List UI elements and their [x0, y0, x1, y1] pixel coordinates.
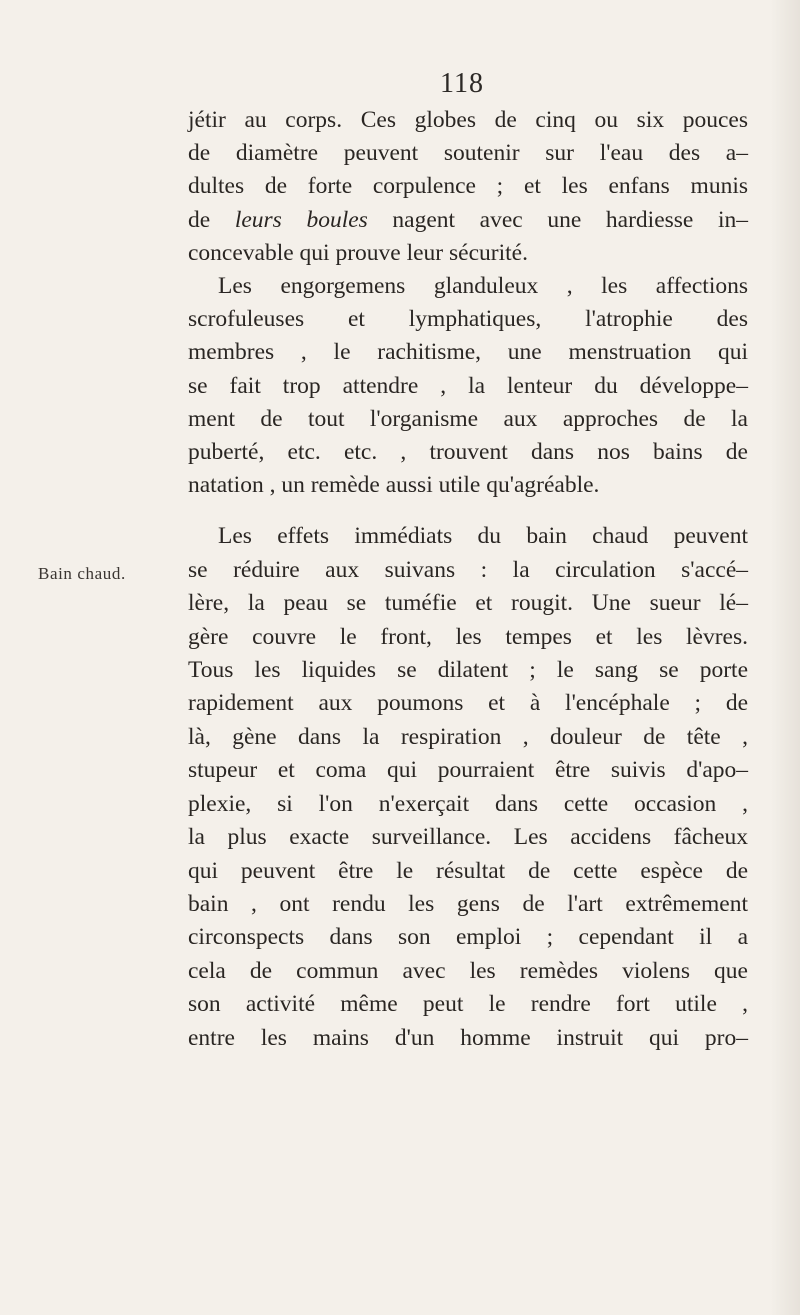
text-fragment: nagent avec une hardiesse in–: [367, 206, 748, 233]
text-line: Tous les liquides se dilatent ; le sang se porte: [188, 657, 748, 684]
text-line: de diamètre peuvent soutenir sur l'eau des a–: [188, 140, 748, 167]
italic-term: leurs boules: [234, 206, 368, 233]
text-line: puberté, etc. etc. , trouvent dans nos bains de: [188, 439, 748, 466]
text-line: stupeur et coma qui pourraient être suivis d'apo–: [188, 757, 748, 784]
text-line: entre les mains d'un homme instruit qui pro–: [188, 1024, 748, 1051]
text-line: membres , le rachitisme, une menstruation qui: [188, 339, 748, 366]
text-line: Les effets immédiats du bain chaud peuvent: [218, 523, 748, 550]
text-fragment: de: [188, 206, 235, 233]
text-line: gère couvre le front, les tempes et les lèvres.: [188, 623, 748, 650]
text-line: là, gène dans la respiration , douleur de tête ,: [188, 723, 748, 750]
text-line: se fait trop attendre , la lenteur du développe–: [188, 372, 748, 399]
text-line: dultes de forte corpulence ; et les enfans munis: [188, 173, 748, 200]
text-line: bain , ont rendu les gens de l'art extrêmement: [188, 890, 748, 917]
text-line: scrofuleuses et lymphatiques, l'atrophie des: [188, 306, 748, 333]
text-line: son activité même peut le rendre fort utile ,: [188, 991, 748, 1018]
page-number: 118: [440, 68, 484, 99]
text-line: natation , un remède aussi utile qu'agréable.: [188, 472, 600, 499]
text-line: concevable qui prouve leur sécurité.: [188, 239, 528, 266]
text-line: plexie, si l'on n'exerçait dans cette occasion ,: [188, 790, 748, 817]
paragraph-continued: [188, 104, 748, 270]
text-line: cela de commun avec les remèdes violens que: [188, 957, 748, 984]
text-line: [188, 204, 748, 237]
body-text: [188, 104, 748, 1055]
margin-note: Bain chaud.: [38, 564, 126, 583]
paragraph-engorgemens: [188, 270, 748, 502]
text-line: circonspects dans son emploi ; cependant il a: [188, 924, 748, 951]
paragraph-bain-chaud: [188, 520, 748, 1055]
text-line: rapidement aux poumons et à l'encéphale ; de: [188, 690, 748, 717]
text-line: se réduire aux suivans : la circulation s'accé–: [188, 556, 748, 583]
text-line: qui peuvent être le résultat de cette espèce de: [188, 857, 748, 884]
text-line: Les engorgemens glanduleux , les affections: [218, 273, 748, 300]
text-line: la plus exacte surveillance. Les accidens fâcheux: [188, 824, 748, 851]
text-line: lère, la peau se tuméfie et rougit. Une sueur lé–: [188, 590, 748, 617]
text-line: jétir au corps. Ces globes de cinq ou six pouces: [188, 107, 748, 133]
text-line: ment de tout l'organisme aux approches de la: [188, 405, 748, 432]
